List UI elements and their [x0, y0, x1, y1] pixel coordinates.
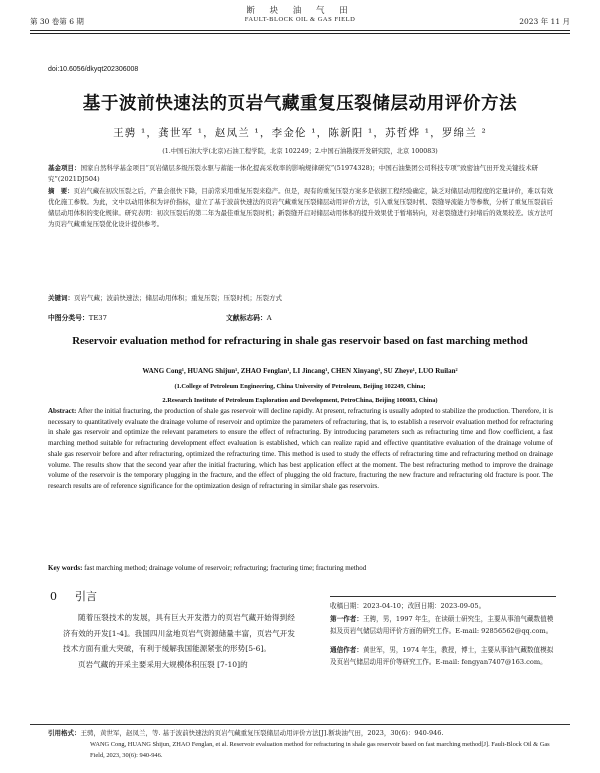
class-label: 中图分类号： [48, 314, 89, 322]
first-author-text: 王骋，男，1997 年生，在读硕士研究生，主要从事油气藏数值模拟及页岩气储层动用评价方面的研究工作。E-mail: 92856562@qq.com。 [330, 614, 554, 636]
journal-name-cn: 断 块 油 气 田 [246, 6, 354, 16]
doc-code-label: 文献标志码： [226, 314, 267, 322]
abstract-en-text: After the initial fracturing, the production of shale gas reservoir will decline rapidly. At present, refracturing is usually adopted to stabilize the production. Therefore, it is necessary to quantitatively evaluate the drainage volume of reservoir and optimize the parameters of refracturing, that is, to establish a reservoir evaluation method for refracturing in shale gas reservoir and optimize the relevant parameters to ensure the effect of refracturing. By introducing parameters such as refracturing time and flow coefficient, a fast marching method suitable for refracturing development effect evaluation is established, which can realize rapid and effective quantitative evaluation of the drainage volume of shale gas reservoir before and after refracturing, optimized the refracturing time. This method is used to study the effects of refracturing time and refracturing method on drainage volume. The results show that the second year after the initial fracturing, which has best application effect at the moment. The best refracturing method to improve the drainage volume of the reservoir is the temporary plugging in the fracture, and the effect of plugging the old fracture, fracturing the new fracture and refracturing old fracture is poor. The research results are of reference significance for the optimization design of refracturing in similar shale gas reservoirs. [48, 407, 553, 490]
keywords-en [48, 564, 553, 572]
keywords-en-label: Key words: [48, 564, 83, 572]
issue-info: 第 30 卷第 6 期 [30, 17, 84, 26]
abstract-en [48, 406, 553, 492]
keywords-cn-label: 关键词： [48, 294, 74, 302]
journal-name-en: FAULT-BLOCK OIL & GAS FIELD [244, 16, 356, 23]
fund-label: 基金项目： [48, 164, 81, 172]
header-rule [30, 30, 570, 34]
corresponding-author-text: 黄世军，男，1974 年生，教授，博士，主要从事油气藏数值模拟及页岩气储层动用评价等研究工作。E-mail: fengyan7407@163.com。 [330, 645, 554, 667]
section-number: 0 [50, 590, 57, 603]
first-author-label: 第一作者： [330, 614, 363, 623]
citation-label: 引用格式： [48, 729, 81, 737]
affiliation-en-1: (1.College of Petroleum Engineering, China University of Petroleum, Beijing 102249, China; [174, 383, 426, 390]
fund-text: 国家自然科学基金项目“页岩储层多级压裂水驱与蓄能一体化提高采收率的影响规律研究”(51974328)；中国石油集团公司科技专项“致密油气田开发关键技术研究”(2021DJ504) [48, 164, 539, 183]
section-title: 引言 [75, 590, 97, 603]
keywords-en-text: fast marching method; drainage volume of reservoir; refracturing; fracturing time; fracturing method [84, 564, 367, 572]
doc-code [226, 312, 272, 322]
footnote-rule [330, 596, 556, 597]
title-en: Reservoir evaluation method for refracturing in shale gas reservoir based on fast marching method [72, 335, 528, 347]
corresponding-author-label: 通信作者： [330, 645, 363, 654]
fund-info [48, 163, 553, 184]
title-cn: 基于波前快速法的页岩气藏重复压裂储层动用评价方法 [82, 94, 518, 114]
affiliations-en [0, 380, 600, 408]
corresponding-author-note [330, 644, 556, 669]
citation-format [48, 728, 558, 761]
doc-code-value: A [266, 314, 272, 322]
abstract-cn-label: 摘 要： [48, 187, 74, 195]
section-heading [50, 588, 97, 604]
abstract-cn-text: 页岩气藏在初次压裂之后，产量会很快下降，目前常采用重复压裂来稳产。但是，现有的重复压裂方案多是依据工程经验确定，缺乏对储层动用程度的定量评价，难以有效优化施工参数。为此，文中以动用体积为评价指标，建立了基于波前快速法的页岩气藏重复压裂储层动用评价方法，引入重复压裂时机、裂缝导流能力等参数，分析了重复压裂前后储层动用体积的变化规律。研究表明：初次压裂后的第二年为最佳重复压裂时机；新裂缝开启对储层动用体积的提升效果优于暂堵转向，对老裂缝进行封堵后的效果较差。该方法可为页岩气藏重复压裂优化设计提供参考。 [48, 187, 554, 228]
intro-paragraph-2: 页岩气藏的开采主要采用大规模体积压裂 [7-10]的 [78, 659, 248, 669]
issue-date: 2023 年 11 月 [519, 17, 570, 26]
class-code: TE37 [88, 314, 107, 322]
authors-en: WANG Cong¹, HUANG Shijun¹, ZHAO Fenglan¹, LI Jincang¹, CHEN Xinyang¹, SU Zheye¹, LUO Ruilan² [142, 367, 458, 375]
abstract-en-label: Abstract: [48, 407, 77, 415]
authors-cn: 王骋 ¹，龚世军 ¹，赵凤兰 ¹，李金伦 ¹，陈新阳 ¹，苏哲烨 ¹，罗绵兰 ² [113, 127, 487, 139]
intro-paragraph-1: 随着压裂技术的发展，具有巨大开发潜力的页岩气藏开始得到经济有效的开发[1-4]。我国四川盆地页岩气资源储量丰富，页岩气开发技术方面有重大突破，有利于缓解我国能源紧张的形势[5-6]。 [63, 613, 295, 654]
classification [48, 312, 272, 322]
citation-rule [30, 724, 570, 725]
first-author-note [330, 613, 556, 638]
affiliations-cn: (1.中国石油大学(北京)石油工程学院，北京 102249；2.中国石油勘探开发研究院，北京 100083) [162, 148, 438, 155]
affiliation-en-2: 2.Research Institute of Petroleum Exploration and Development, PetroChina, Beijing 100083, China) [162, 397, 438, 404]
citation-en: WANG Cong, HUANG Shijun, ZHAO Fenglan, et al. Reservoir evaluation method for refracturing in shale gas reservoir based on fast marching method[J]. Fault-Block Oil & Gas Field, 2023, 30(6): 940-946. [90, 741, 550, 759]
intro-body [63, 610, 295, 672]
received-dates: 收稿日期：2023-04-10；改回日期：2023-09-05。 [330, 602, 486, 610]
keywords-cn [48, 293, 553, 302]
article-notes [330, 600, 556, 669]
keywords-cn-text: 页岩气藏；波前快速法；储层动用体积；重复压裂；压裂时机；压裂方式 [74, 294, 282, 302]
citation-cn: 王骋，黄世军，赵凤兰，等. 基于波前快速法的页岩气藏重复压裂储层动用评价方法[J].断块油气田，2023，30(6)：940-946. [80, 729, 444, 737]
doi[interactable]: doi:10.6056/dkyqt202306008 [48, 66, 139, 73]
abstract-cn [48, 186, 553, 230]
